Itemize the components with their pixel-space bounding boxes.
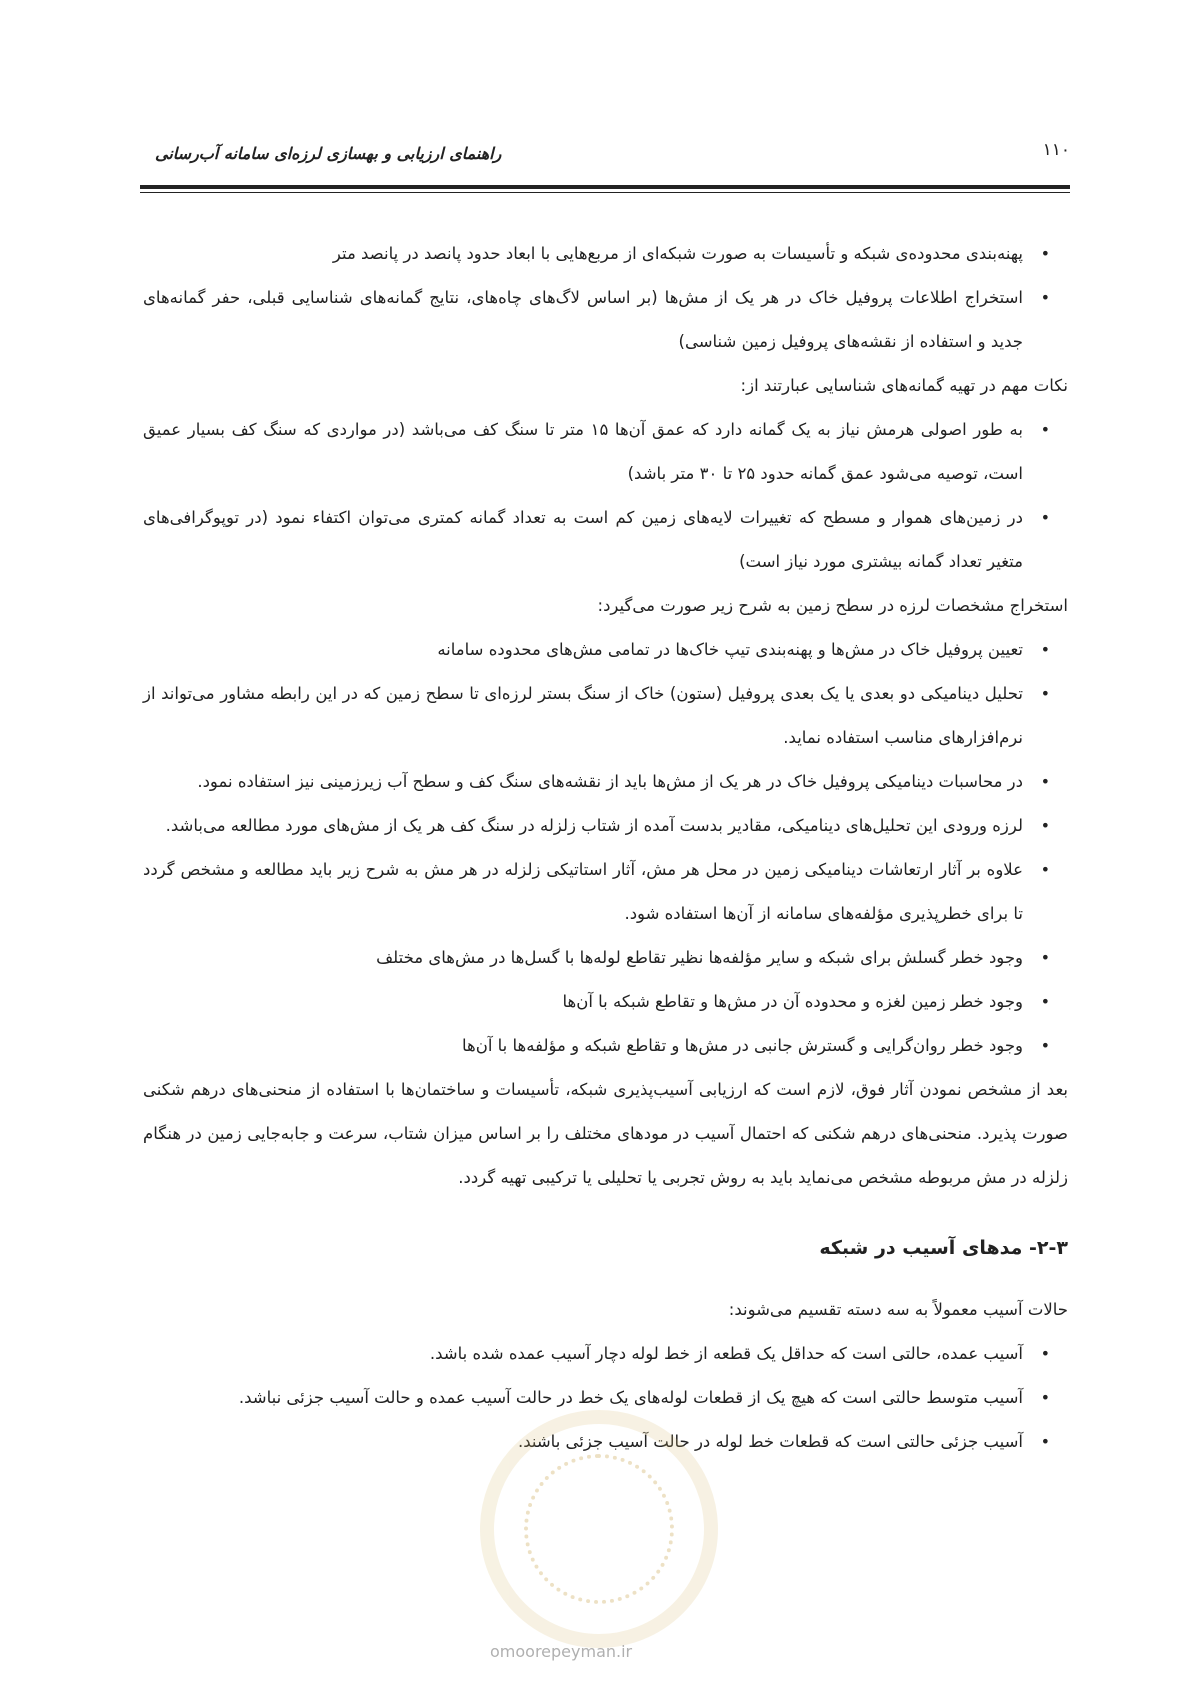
list-item: • به طور اصولی هرمش نیاز به یک گمانه دارد که عمق آن‌ها ۱۵ متر تا سنگ کف می‌باشد (در مواردی که سنگ کف بسیار عمیق است، توصیه می‌شود عمق گمانه حدود ۲۵ تا ۳۰ متر باشد) xyxy=(143,408,1068,496)
bullet-list-zoning xyxy=(143,232,1068,364)
list-item: • وجود خطر گسلش برای شبکه و سایر مؤلفه‌ها نظیر تقاطع لوله‌ها با گسل‌ها در مش‌های مختلف xyxy=(143,936,1068,980)
bullet-list-boreholes xyxy=(143,408,1068,584)
list-item: • تعیین پروفیل خاک در مش‌ها و پهنه‌بندی تیپ خاک‌ها در تمامی مش‌های محدوده سامانه xyxy=(143,628,1068,672)
bullet-list-damage-states xyxy=(143,1332,1068,1464)
list-item: • آسیب متوسط حالتی است که هیچ یک از قطعات لوله‌های یک خط در حالت آسیب عمده و حالت آسیب جزئی نباشد. xyxy=(143,1376,1068,1420)
page-body xyxy=(143,232,1068,1464)
section-title: ۲-۳- مدهای آسیب در شبکه xyxy=(819,1237,1068,1259)
page-number: ۱۱۰ xyxy=(1042,140,1070,160)
list-item: • علاوه بر آثار ارتعاشات دینامیکی زمین در محل هر مش، آثار استاتیکی زلزله در هر مش به شرح زیر باید مطالعه و مشخص گردد تا برای خطرپذیری مؤلفه‌های سامانه از آن‌ها استفاده شود. xyxy=(143,848,1068,936)
list-item: • در محاسبات دینامیکی پروفیل خاک در هر یک از مش‌ها باید از نقشه‌های سنگ کف و سطح آب زیرزمینی نیز استفاده نمود. xyxy=(143,760,1068,804)
paragraph-fragility-curves: بعد از مشخص نمودن آثار فوق، لازم است که ارزیابی آسیب‌پذیری شبکه، تأسیسات و ساختمان‌ها با استفاده از منحنی‌های درهم شکنی صورت پذیرد. منحنی‌های درهم شکنی که احتمال آسیب در مودهای مختلف را بر اساس میزان شتاب، سرعت و جابه‌جایی زمین در هنگام زلزله در مش مربوطه مشخص می‌نماید باید به روش تجربی یا تحلیلی یا ترکیبی تهیه گردد. xyxy=(143,1080,1068,1187)
bullet-list-seismic-analysis xyxy=(143,628,1068,1068)
list-item: • استخراج اطلاعات پروفیل خاک در هر یک از مش‌ها (بر اساس لاگ‌های چاه‌های، نتایج گمانه‌های شناسایی قبلی، حفر گمانه‌های جدید و استفاده از نقشه‌های پروفیل زمین شناسی) xyxy=(143,276,1068,364)
header-rule-thin xyxy=(140,192,1070,193)
paragraph-borehole-notes: نکات مهم در تهیه گمانه‌های شناسایی عبارتند از: xyxy=(740,376,1068,395)
page-header xyxy=(140,140,1070,180)
list-item: • آسیب عمده، حالتی است که حداقل یک قطعه از خط لوله دچار آسیب عمده شده باشد. xyxy=(143,1332,1068,1376)
paragraph-ground-motion: استخراج مشخصات لرزه در سطح زمین به شرح زیر صورت می‌گیرد: xyxy=(597,596,1068,615)
running-title: راهنمای ارزیابی و بهسازی لرزه‌ای سامانه آب‌رسانی xyxy=(155,144,502,163)
list-item: • وجود خطر زمین لغزه و محدوده آن در مش‌ها و تقاطع شبکه با آن‌ها xyxy=(143,980,1068,1024)
list-item: • در زمین‌های هموار و مسطح که تغییرات لایه‌های زمین کم است به تعداد گمانه کمتری می‌توان اکتفاء نمود (در توپوگرافی‌های متغیر تعداد گمانه بیشتری مورد نیاز است) xyxy=(143,496,1068,584)
list-item: • لرزه ورودی این تحلیل‌های دینامیکی، مقادیر بدست آمده از شتاب زلزله در سنگ کف هر یک از مش‌های مورد مطالعه می‌باشد. xyxy=(143,804,1068,848)
list-item: • وجود خطر روان‌گرایی و گسترش جانبی در مش‌ها و تقاطع شبکه و مؤلفه‌ها با آن‌ها xyxy=(143,1024,1068,1068)
paragraph-damage-states: حالات آسیب معمولاً به سه دسته تقسیم می‌شوند: xyxy=(728,1300,1068,1319)
list-item: • تحلیل دینامیکی دو بعدی یا یک بعدی پروفیل (ستون) خاک از سنگ بستر لرزه‌ای تا سطح زمین که در این رابطه مشاور می‌تواند از نرم‌افزارهای مناسب استفاده نماید. xyxy=(143,672,1068,760)
header-rule-thick xyxy=(140,185,1070,189)
list-item: • پهنه‌بندی محدوده‌ی شبکه و تأسیسات به صورت شبکه‌ای از مربع‌هایی با ابعاد حدود پانصد در پانصد متر xyxy=(143,232,1068,276)
list-item: • آسیب جزئی حالتی است که قطعات خط لوله در حالت آسیب جزئی باشند. xyxy=(143,1420,1068,1464)
watermark-site: omoorepeyman.ir xyxy=(490,1642,633,1661)
